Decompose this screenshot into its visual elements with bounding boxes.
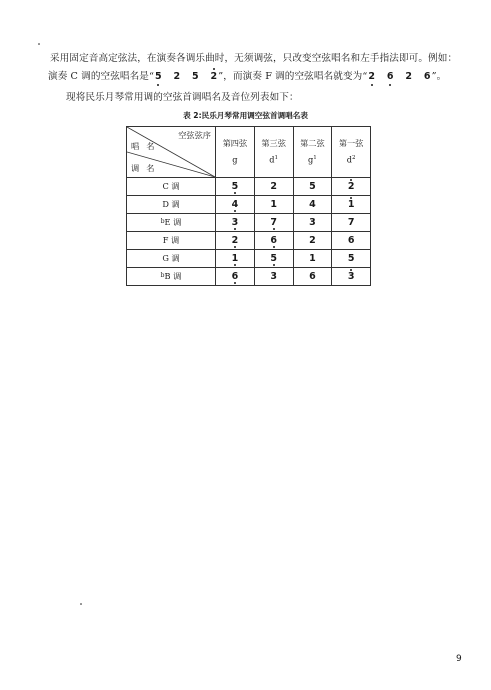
flat-sign: b [160,272,165,279]
column-header: 第四弦 g [216,127,255,178]
solfege-note: 7 [270,217,277,228]
solfege-note: 2 [231,235,239,246]
solfege-note: 1 [270,199,277,210]
flat-sign: b [160,218,165,225]
solfege-note: 5 [309,181,316,192]
solfege-note: 6 [423,71,431,82]
low-octave-dot [157,84,159,86]
solfege-note: 3 [347,271,355,282]
note-cell [254,232,293,250]
solfege-note: 2 [270,181,277,192]
solfege-note: 5 [154,70,163,84]
solfege-note: 2 [210,70,219,84]
low-octave-dot [234,246,236,248]
solfege-note: 1 [347,199,355,210]
paragraph-line-1: 采用固定音高定弦法，在演奏各调乐曲时，无须调弦，只改变空弦唱名和左手指法即可。例如： [50,53,458,64]
table-row [127,250,371,268]
solfege-note: 4 [231,199,239,210]
low-octave-dot [234,210,236,212]
low-octave-dot [371,84,373,86]
solfege-note: 3 [231,217,239,228]
note-cell [216,268,255,286]
note-cell [293,178,332,196]
table-row [127,232,371,250]
column-header: 第三弦 $d^1$ [254,127,293,178]
key-name-label: F 调 [162,235,180,245]
table-row [127,196,371,214]
tuning-table [126,126,371,286]
key-name-cell [127,214,216,232]
note-cell [216,196,255,214]
solfege-note: 6 [347,235,355,246]
column-header: 第二弦 $g^1$ [293,127,332,178]
solfege-note: 3 [309,217,316,228]
corner-solfege: 唱名 [131,141,162,151]
note-cell [332,268,371,286]
solfege-note: 6 [231,271,239,282]
note-cell [216,250,255,268]
note-cell [332,232,371,250]
note-cell [293,196,332,214]
table-row [127,268,371,286]
high-octave-dot [350,179,352,181]
solfege-note: 6 [270,235,277,246]
low-octave-dot [234,264,236,266]
note-cell [332,250,371,268]
low-octave-dot [234,282,236,284]
solfege-note: 5 [270,253,277,264]
solfege-note: 2 [405,71,413,82]
note-cell [216,232,255,250]
key-name-label: B 调 [164,271,182,281]
paragraph-intro: 现将民乐月琴常用调的空弦首调唱名及音位列表如下： [66,92,299,103]
key-name-label: G 调 [162,253,180,263]
solfege-note: 5 [347,253,355,264]
solfege-note: 6 [309,271,316,282]
low-octave-dot [273,228,275,230]
table-row [127,214,371,232]
note-cell [293,268,332,286]
note-cell [254,178,293,196]
solfege-note: 5 [231,181,239,192]
c-key-notes [154,71,218,82]
corner-string-order: 空弦弦序 [178,130,211,140]
solfege-note: 1 [231,253,239,264]
scan-speck [38,43,40,45]
key-name-label: D 调 [162,199,180,209]
key-name-cell [127,196,216,214]
note-cell [216,178,255,196]
table-row [127,178,371,196]
note-cell [332,178,371,196]
low-octave-dot [273,264,275,266]
line2-suffix: ”。 [431,71,447,82]
high-octave-dot [350,197,352,199]
corner-key-name: 调名 [131,163,162,173]
solfege-note: 2 [309,235,316,246]
low-octave-dot [234,192,236,194]
solfege-note: 6 [386,70,395,84]
note-cell [216,214,255,232]
scan-speck [80,603,82,605]
key-name-label: C 调 [162,181,180,191]
key-name-cell [127,250,216,268]
low-octave-dot [389,84,391,86]
f-key-notes [367,71,431,82]
low-octave-dot [234,228,236,230]
key-name-cell [127,178,216,196]
note-cell [332,214,371,232]
table-body [127,178,371,286]
solfege-note: 2 [367,70,376,84]
key-name-cell [127,232,216,250]
key-name-label: E 调 [164,217,182,227]
note-cell [254,196,293,214]
page-number: 9 [456,654,462,664]
solfege-note: 5 [192,71,199,82]
high-octave-dot [213,68,215,70]
paragraph-line-2 [48,70,468,84]
solfege-note: 1 [309,253,316,264]
note-cell [254,214,293,232]
solfege-note: 3 [270,271,277,282]
column-header: 第一弦 $d^2$ [332,127,371,178]
high-octave-dot [350,269,352,271]
line2-prefix: 演奏 C 调的空弦唱名是“ [48,71,154,82]
solfege-note: 4 [309,199,316,210]
note-cell [254,268,293,286]
solfege-note: 2 [173,71,181,82]
solfege-note: 2 [347,181,355,192]
table-caption: 表 2:民乐月琴常用调空弦首调唱名表 [183,111,308,120]
table-corner-cell [127,127,216,178]
note-cell [293,232,332,250]
note-cell [332,196,371,214]
note-cell [254,250,293,268]
note-cell [293,250,332,268]
note-cell [293,214,332,232]
key-name-cell [127,268,216,286]
low-octave-dot [273,246,275,248]
solfege-note: 7 [347,217,355,228]
line2-middle: ”，而演奏 F 调的空弦唱名就变为“ [218,71,368,82]
